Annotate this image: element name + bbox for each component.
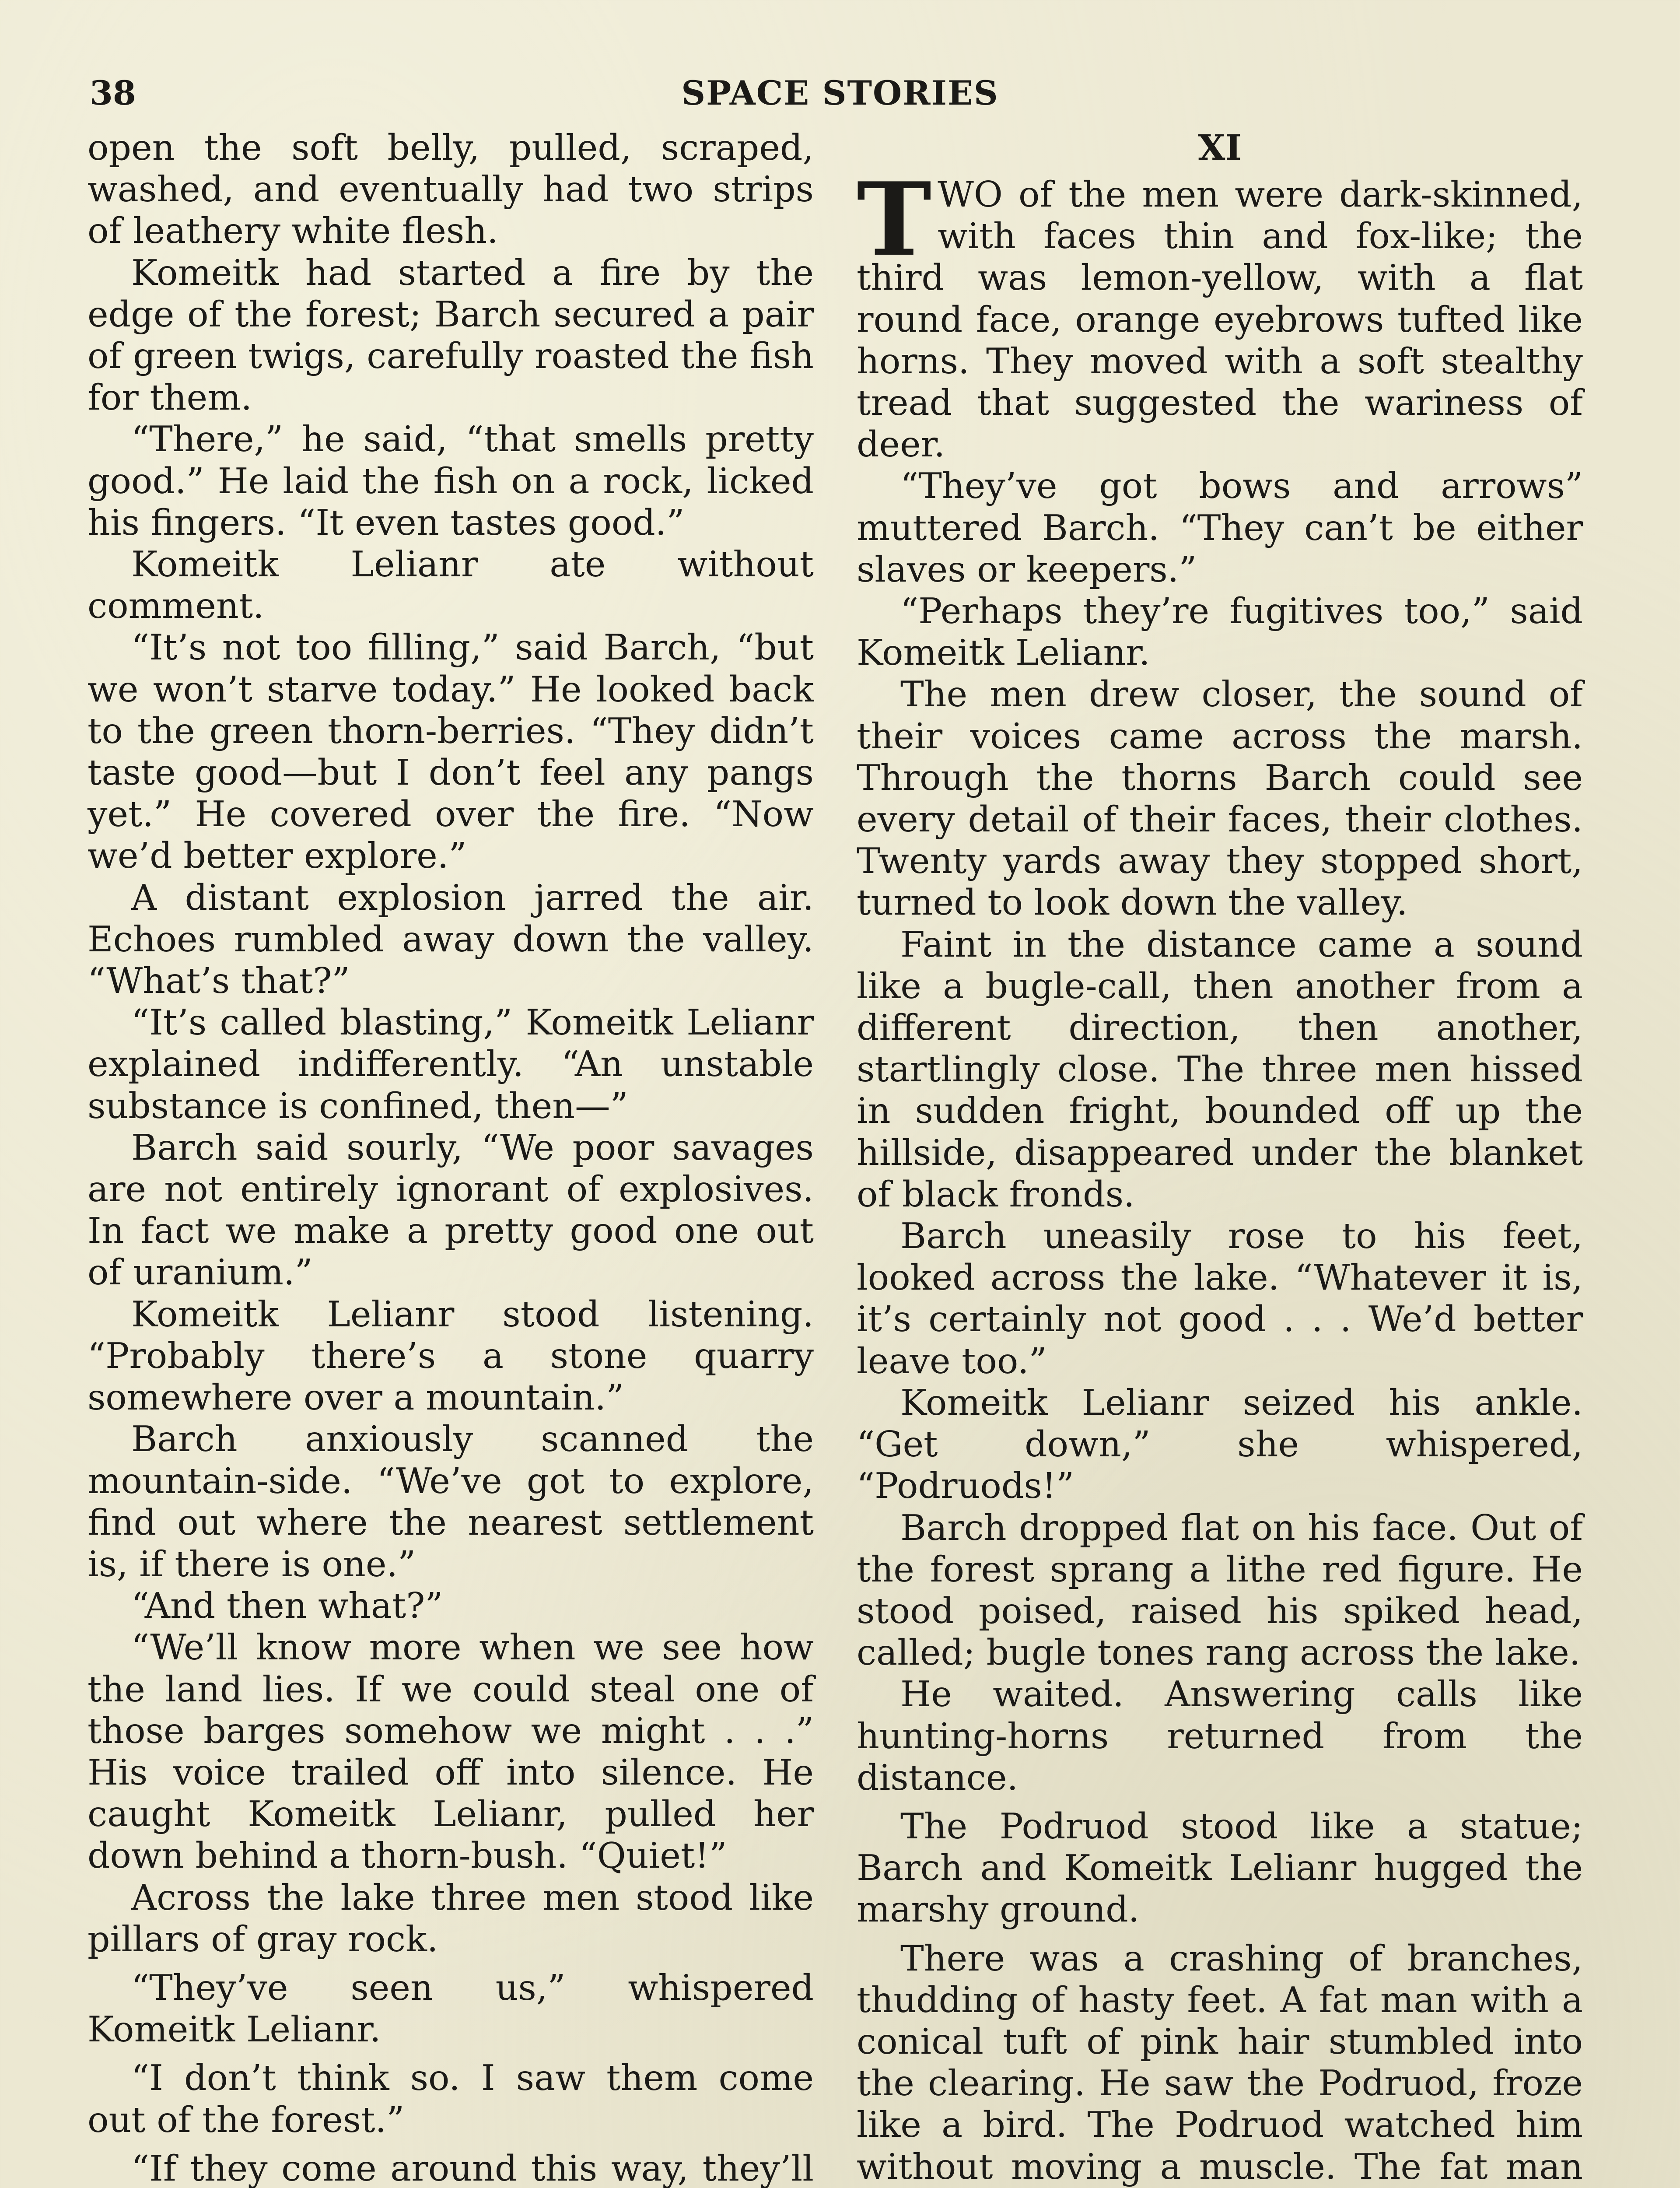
paragraph: Barch anxiously scanned the mountain-side. “We’ve got to explore, find out where the nearest settlement is, if there is one.”: [88, 1418, 814, 1585]
page-number: 38: [90, 74, 136, 112]
running-title: SPACE STORIES: [681, 74, 999, 112]
opening-text: WO of the men were dark-skinned, with faces thin and fox-like; the third was lemon-yellow, with a flat round face, orange eyebrows tufted like horns. They moved with a soft stealthy tread that suggested the wariness of deer.: [857, 174, 1583, 465]
chapter-heading: XI: [1198, 127, 1242, 168]
paragraph: “They’ve got bows and arrows” muttered Barch. “They can’t be either slaves or keepers.”: [857, 465, 1583, 590]
paragraph: “It’s not too filling,” said Barch, “but we won’t starve today.” He looked back to the green thorn-berries. “They didn’t taste good—but I don’t feel any pangs yet.” He covered over the fire. “Now we’d better explore.”: [88, 627, 814, 877]
paragraph: “If they come around this way, they’ll: [131, 2147, 814, 2188]
opening-paragraph: [857, 161, 1583, 465]
paragraph: Across the lake three men stood like pillars of gray rock.: [88, 1876, 814, 1960]
page-header: [90, 74, 1590, 122]
paragraph: Komeitk Lelianr stood listening. “Probably there’s a stone quarry somewhere over a mountain.”: [88, 1293, 814, 1418]
paragraph: There was a crashing of branches, thudding of hasty feet. A fat man with a conical tuft of pink hair stumbled into the clearing. He saw the Podruod, froze like a bird. The Podruod watched him without moving a muscle. The fat man: [857, 1937, 1583, 2187]
paragraph: A distant explosion jarred the air. Echoes rumbled away down the valley. “What’s that?”: [88, 877, 814, 1002]
paragraph: open the soft belly, pulled, scraped, washed, and eventually had two strips of leathery white flesh.: [88, 127, 814, 252]
paragraph: Barch said sourly, “We poor savages are not entirely ignorant of explosives. In fact we make a pretty good one out of uranium.”: [88, 1126, 814, 1293]
drop-cap: T: [857, 161, 932, 279]
paragraph: Faint in the distance came a sound like a bugle-call, then another from a different direction, then another, startlingly close. The three men hissed in sudden fright, bounded off up the hillside, disappeared under the blanket of black fronds.: [857, 923, 1583, 1215]
paragraph: “I don’t think so. I saw them come out of the forest.”: [88, 2057, 814, 2140]
paragraph: “It’s called blasting,” Komeitk Lelianr explained indifferently. “An unstable substance is confined, then—”: [88, 1002, 814, 1126]
paragraph: Komeitk Lelianr seized his ankle. “Get down,” she whispered, “Podruods!”: [857, 1382, 1583, 1507]
paragraph: “There,” he said, “that smells pretty good.” He laid the fish on a rock, licked his fingers. “It even tastes good.”: [88, 418, 814, 543]
paragraph: Barch dropped flat on his face. Out of the forest sprang a lithe red figure. He stood poised, raised his spiked head, called; bugle tones rang across the lake.: [857, 1507, 1583, 1673]
paragraph: Barch uneasily rose to his feet, looked across the lake. “Whatever it is, it’s certainly not good . . . We’d better leave too.”: [857, 1215, 1583, 1382]
paragraph: Komeitk had started a fire by the edge of the forest; Barch secured a pair of green twigs, carefully roasted the fish for them.: [88, 252, 814, 418]
paragraph: “Perhaps they’re fugitives too,” said Komeitk Lelianr.: [857, 590, 1583, 673]
paragraph: “We’ll know more when we see how the land lies. If we could steal one of those barges somehow we might . . .” His voice trailed off into silence. He caught Komeitk Lelianr, pulled her down behind a thorn-bush. “Quiet!”: [88, 1627, 814, 1876]
left-column: [88, 127, 814, 2188]
paragraph: He waited. Answering calls like hunting-horns returned from the distance.: [857, 1673, 1583, 1798]
paragraph: The men drew closer, the sound of their voices came across the marsh. Through the thorns Barch could see every detail of their faces, their clothes. Twenty yards away they stopped short, turned to look down the valley.: [857, 673, 1583, 923]
paragraph: “And then what?”: [131, 1585, 443, 1627]
paragraph: The Podruod stood like a statue; Barch and Komeitk Lelianr hugged the marshy ground.: [857, 1805, 1583, 1930]
paragraph: Komeitk Lelianr ate without comment.: [88, 543, 814, 627]
right-column: [857, 127, 1583, 2188]
paragraph: “They’ve seen us,” whispered Komeitk Lelianr.: [88, 1967, 814, 2050]
